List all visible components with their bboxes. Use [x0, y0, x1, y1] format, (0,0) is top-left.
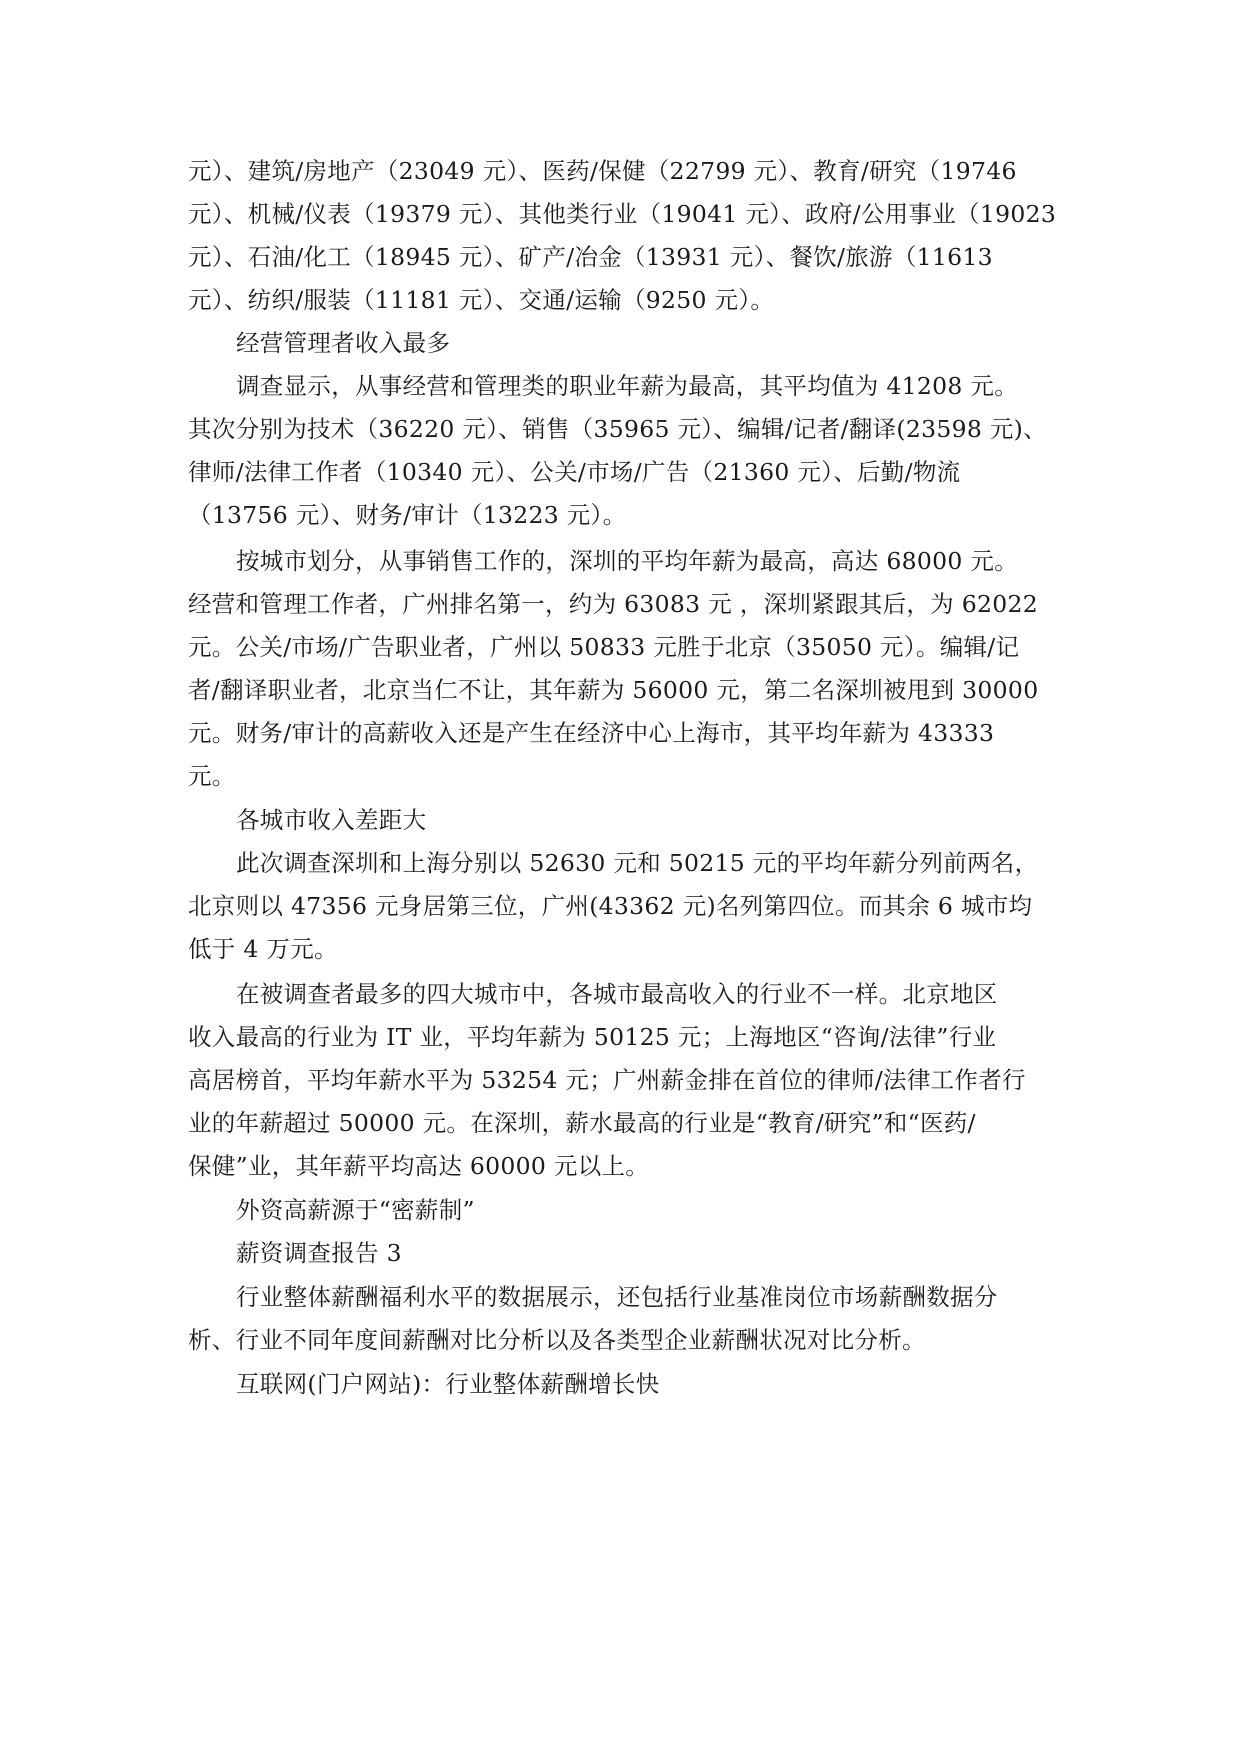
paragraph-line: 经营和管理工作者，广州排名第一，约为 63083 元 ，深圳紧跟其后，为 62022	[188, 590, 1038, 618]
section-heading: 薪资调查报告 3	[236, 1239, 402, 1267]
paragraph-line: 者/翻译职业者，北京当仁不让，其年薪为 56000 元，第二名深圳被甩到 30000	[188, 676, 1039, 704]
paragraph-line: 低于 4 万元。	[188, 935, 338, 963]
paragraph-line: 在被调查者最多的四大城市中，各城市最高收入的行业不一样。北京地区	[236, 980, 998, 1008]
paragraph-line: 此次调查深圳和上海分别以 52630 元和 50215 元的平均年薪分列前两名，	[236, 849, 1039, 877]
section-heading: 经营管理者收入最多	[236, 329, 451, 357]
paragraph-line: 元）、机械/仪表（19379 元）、其他类行业（19041 元）、政府/公用事业（19023	[188, 200, 1057, 228]
section-heading: 互联网(门户网站)：行业整体薪酬增长快	[236, 1370, 660, 1398]
paragraph-line: 元。财务/审计的高薪收入还是产生在经济中心上海市，其平均年薪为 43333	[188, 719, 995, 747]
paragraph-line: 收入最高的行业为 IT 业，平均年薪为 50125 元；上海地区“咨询/法律”行业	[188, 1023, 997, 1051]
paragraph-line: 析、行业不同年度间薪酬对比分析以及各类型企业薪酬状况对比分析。	[188, 1326, 926, 1354]
section-heading: 各城市收入差距大	[236, 806, 427, 834]
paragraph-line: 保健”业，其年薪平均高达 60000 元以上。	[188, 1152, 650, 1180]
paragraph-line: 律师/法律工作者（10340 元）、公关/市场/广告（21360 元）、后勤/物流	[188, 458, 961, 486]
paragraph-line: 按城市划分，从事销售工作的，深圳的平均年薪为最高，高达 68000 元。	[236, 547, 1018, 575]
paragraph-line: （13756 元）、财务/审计（13223 元）。	[188, 501, 627, 529]
paragraph-line: 调查显示，从事经营和管理类的职业年薪为最高，其平均值为 41208 元。	[236, 372, 1018, 400]
paragraph-line: 元）、纺织/服装（11181 元）、交通/运输（9250 元）。	[188, 286, 775, 314]
paragraph-line: 高居榜首，平均年薪水平为 53254 元；广州薪金排在首位的律师/法律工作者行	[188, 1066, 1026, 1094]
paragraph-line: 其次分别为技术（36220 元）、销售（35965 元）、编辑/记者/翻译(23598 元)、	[188, 415, 1047, 443]
paragraph-line: 元）、建筑/房地产（23049 元）、医药/保健（22799 元）、教育/研究（19746	[188, 157, 1017, 185]
paragraph-line: 业的年薪超过 50000 元。在深圳，薪水最高的行业是“教育/研究”和“医药/	[188, 1109, 976, 1137]
paragraph-line: 元）、石油/化工（18945 元）、矿产/冶金（13931 元）、餐饮/旅游（11613	[188, 243, 993, 271]
paragraph-line: 北京则以 47356 元身居第三位，广州(43362 元)名列第四位。而其余 6 城市均	[188, 892, 1033, 920]
paragraph-line: 元。公关/市场/广告职业者，广州以 50833 元胜于北京（35050 元）。编辑/记	[188, 633, 1020, 661]
paragraph-line: 元。	[188, 762, 236, 790]
paragraph-line: 行业整体薪酬福利水平的数据展示，还包括行业基准岗位市场薪酬数据分	[236, 1283, 998, 1311]
section-heading: 外资高薪源于“密薪制”	[236, 1196, 475, 1224]
